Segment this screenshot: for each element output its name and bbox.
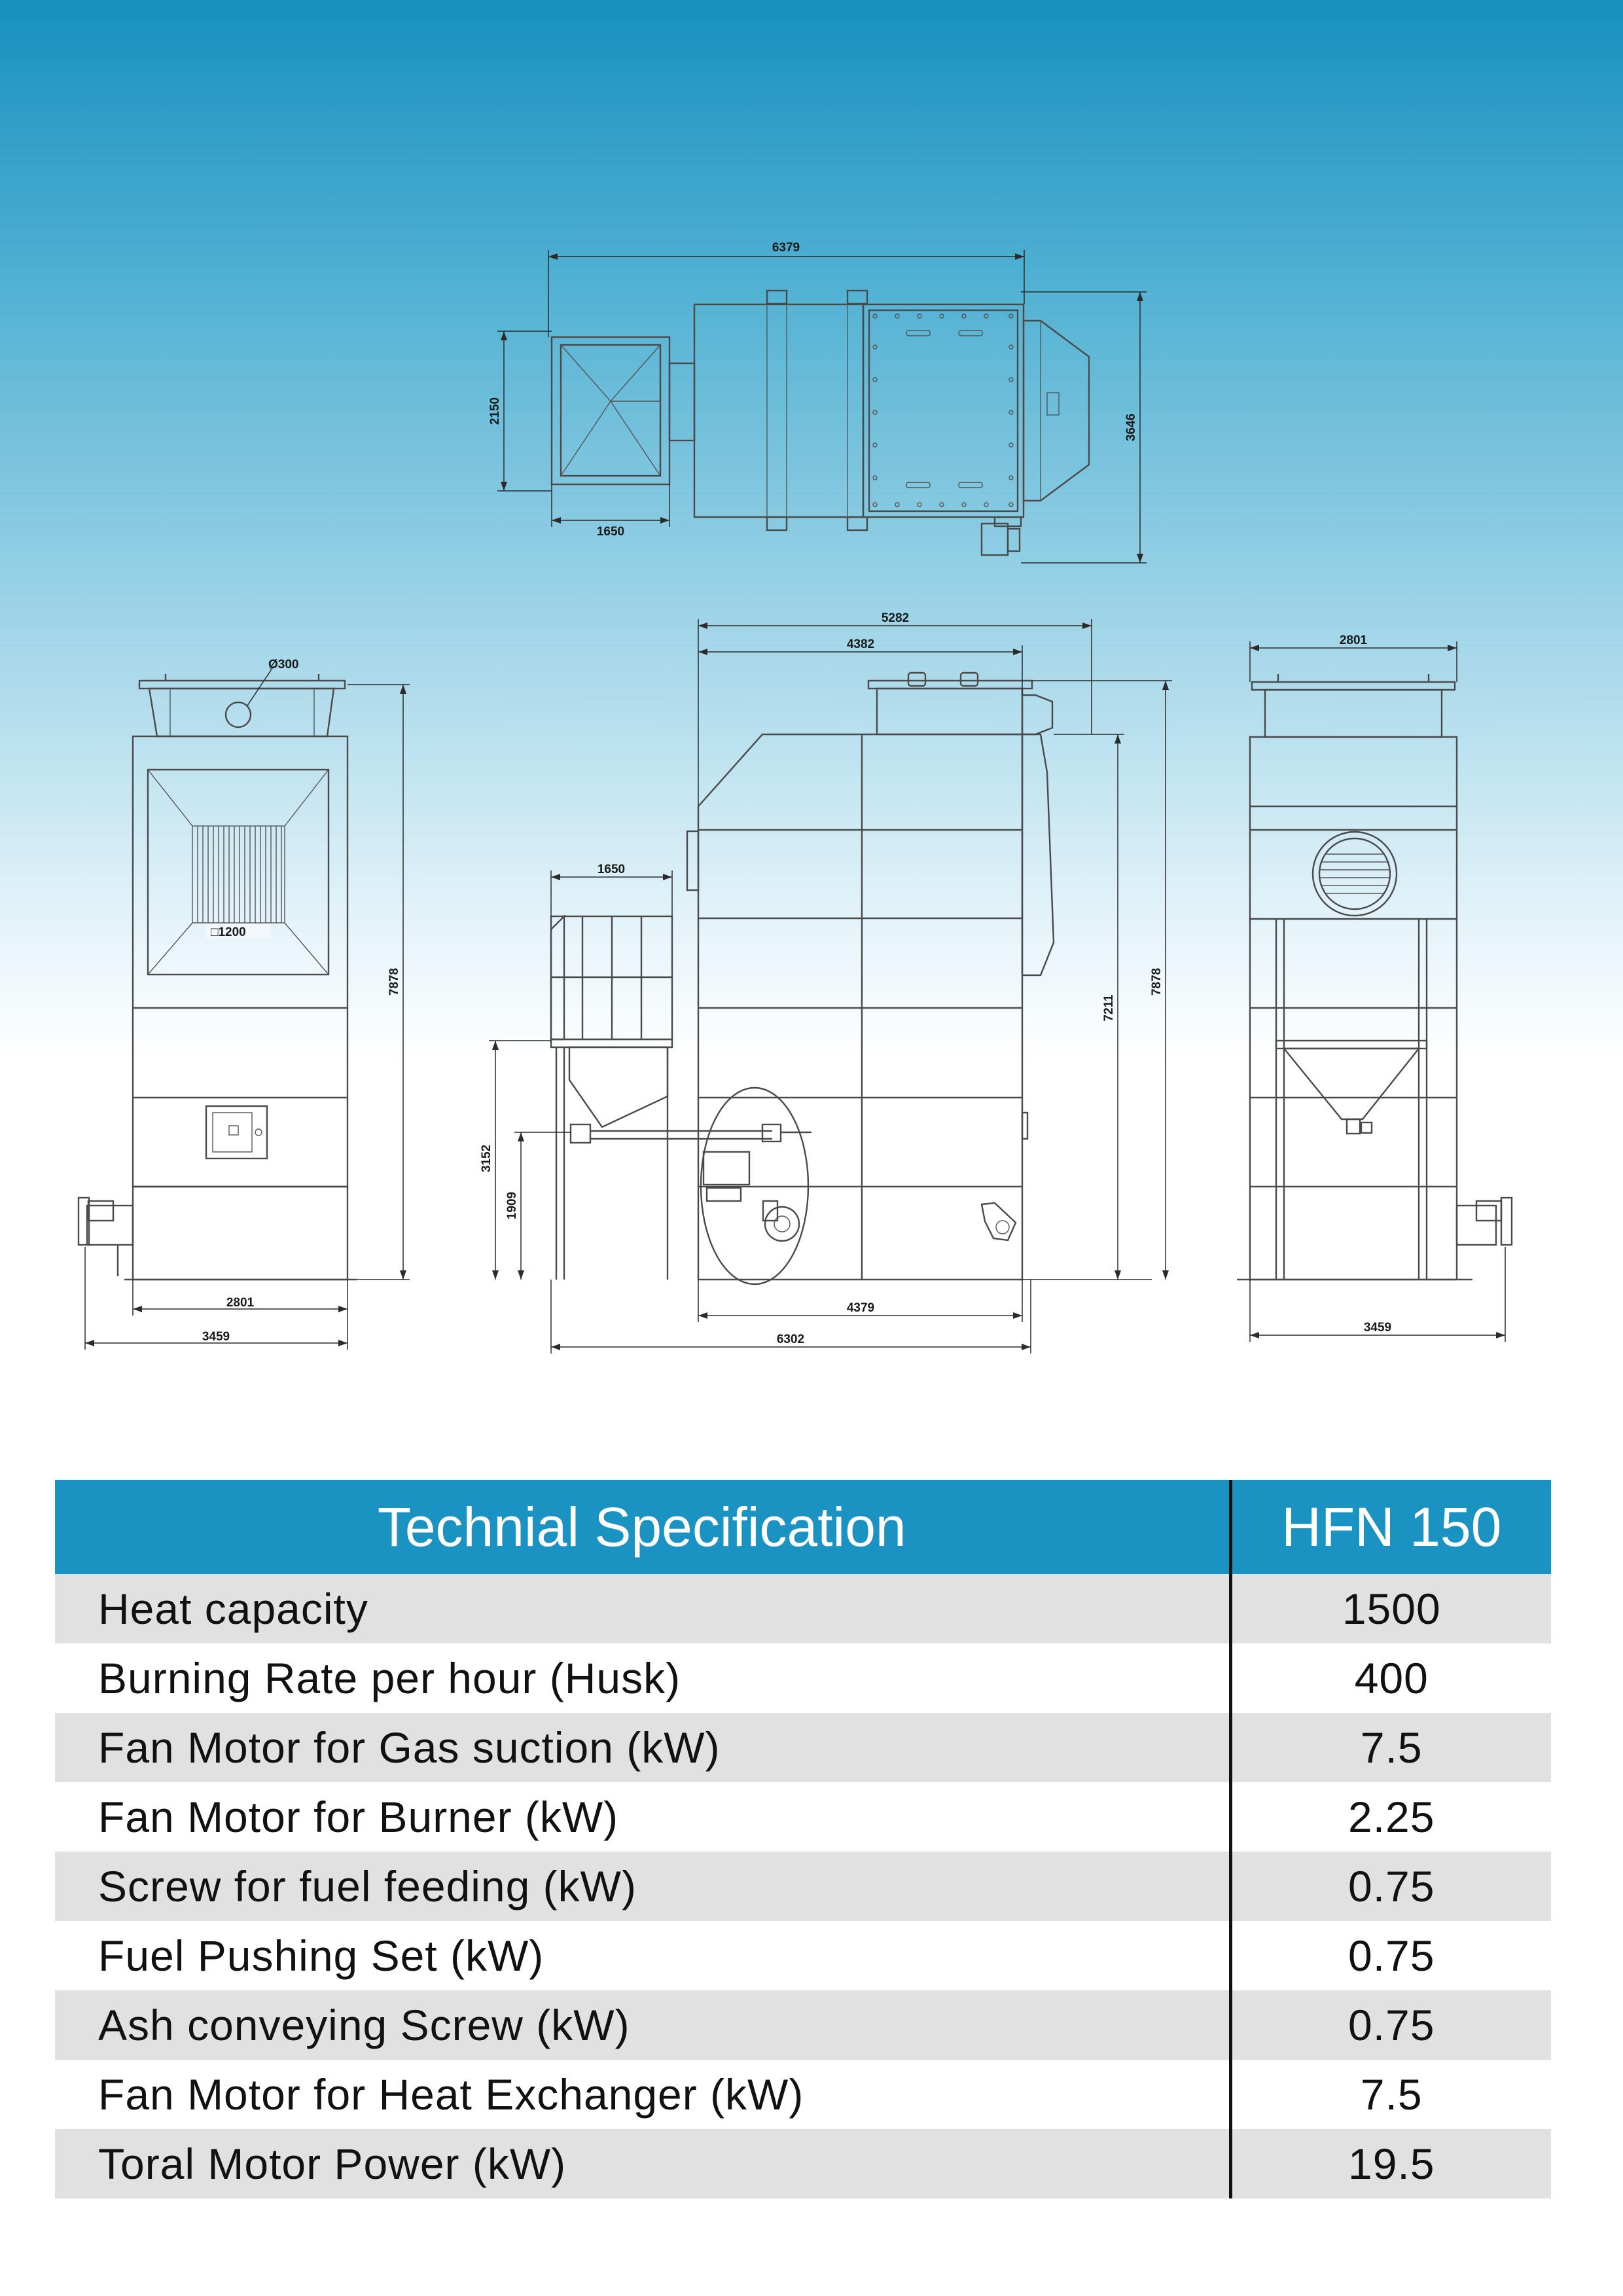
spec-label: Heat capacity — [55, 1574, 1230, 1643]
spec-label: Burning Rate per hour (Husk) — [55, 1643, 1230, 1713]
plan-hopper-dim: 1650 — [596, 525, 625, 539]
side-total-height-dim: 7878 — [1150, 967, 1164, 996]
plan-view — [488, 241, 1147, 563]
spec-value: 0.75 — [1230, 1852, 1551, 1921]
spec-row — [55, 2129, 1551, 2198]
side-leg-height-dim: 1909 — [505, 1191, 519, 1220]
back-top-width-dim: 2801 — [1339, 634, 1368, 647]
spec-table — [55, 1480, 1551, 2198]
spec-row — [55, 1921, 1551, 1990]
spec-label: Fan Motor for Burner (kW) — [55, 1782, 1230, 1852]
spec-header-row — [55, 1480, 1551, 1574]
spec-value: 400 — [1230, 1643, 1551, 1713]
spec-row — [55, 1990, 1551, 2060]
side-top-body-dim: 4382 — [846, 637, 875, 651]
front-opening-dim: □1200 — [211, 925, 246, 939]
front-height-dim: 7878 — [387, 967, 401, 996]
spec-label: Fan Motor for Gas suction (kW) — [55, 1713, 1230, 1782]
back-bottom-width-dim: 3459 — [1363, 1321, 1392, 1335]
side-total-length-dim: 6302 — [776, 1333, 805, 1346]
spec-model: HFN 150 — [1230, 1480, 1551, 1574]
spec-label: Toral Motor Power (kW) — [55, 2129, 1230, 2198]
back-view — [1237, 634, 1512, 1342]
front-inner-width-dim: 2801 — [226, 1296, 255, 1310]
spec-value: 0.75 — [1230, 1990, 1551, 2060]
spec-row — [55, 1643, 1551, 1713]
spec-row — [55, 1574, 1551, 1643]
spec-label: Ash conveying Screw (kW) — [55, 1990, 1230, 2060]
spec-title: Technial Specification — [55, 1480, 1230, 1574]
side-hopper-width-dim: 1650 — [597, 863, 626, 876]
plan-length-dim: 6379 — [772, 241, 800, 255]
spec-row — [55, 2060, 1551, 2129]
spec-value: 7.5 — [1230, 1713, 1551, 1782]
spec-row — [55, 1782, 1551, 1852]
spec-value: 7.5 — [1230, 2060, 1551, 2129]
front-outer-width-dim: 3459 — [202, 1330, 230, 1344]
spec-value: 19.5 — [1230, 2129, 1551, 2198]
spec-label: Screw for fuel feeding (kW) — [55, 1852, 1230, 1921]
spec-value: 0.75 — [1230, 1921, 1551, 1990]
side-view — [480, 611, 1172, 1354]
side-top-total-dim: 5282 — [881, 611, 910, 625]
spec-row — [55, 1852, 1551, 1921]
side-body-length-dim: 4379 — [846, 1301, 875, 1315]
spec-label: Fuel Pushing Set (kW) — [55, 1921, 1230, 1990]
spec-value: 2.25 — [1230, 1782, 1551, 1852]
front-flue-dim: Ø300 — [268, 658, 299, 672]
spec-label: Fan Motor for Heat Exchanger (kW) — [55, 2060, 1230, 2129]
side-hopper-height-dim: 3152 — [480, 1144, 493, 1173]
front-view — [79, 658, 410, 1350]
plan-depth-dim: 3646 — [1124, 413, 1138, 442]
spec-value: 1500 — [1230, 1574, 1551, 1643]
spec-row — [55, 1713, 1551, 1782]
side-body-height-dim: 7211 — [1102, 994, 1116, 1022]
plan-width-dim: 2150 — [488, 397, 502, 425]
